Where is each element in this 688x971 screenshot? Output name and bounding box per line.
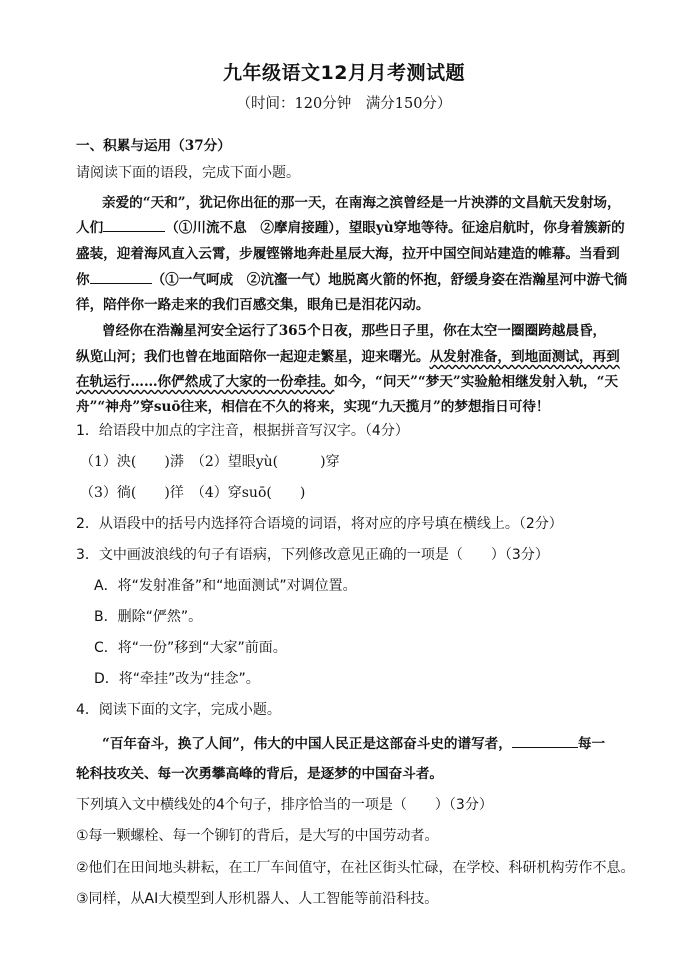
question-3: 3．文中画波浪线的句子有语病，下列修改意见正确的一项是（ ）（3分） bbox=[76, 547, 549, 563]
sentence-option: ①每一颗螺栓、每一个铆钉的背后，是大写的中国劳动者。 bbox=[76, 828, 439, 844]
passage-line: 亲爱的“天和”，犹记你出征的那一天，在南海之滨曾经是一片泱漭的文昌航天发射场， bbox=[102, 195, 621, 211]
passage-text: 纵览山河；我们也曾在地面陪你一起迎走繁星，迎来曙光。 bbox=[76, 349, 430, 365]
section-heading: 一、积累与运用（37分） bbox=[76, 138, 231, 154]
passage-line bbox=[76, 268, 627, 288]
question-4-ask: 下列填入文中横线处的4个句子，排序恰当的一项是（ ）（3分） bbox=[76, 797, 493, 813]
passage-text: 人们 bbox=[76, 220, 104, 236]
passage-line: 曾经你在浩瀚星河安全运行了365个日夜，那些日子里，你在太空一圈圈跨越晨昏， bbox=[102, 323, 607, 339]
passage-text: 你 bbox=[76, 272, 90, 288]
passage-line bbox=[76, 345, 620, 365]
passage-line: 轮科技攻关、每一次勇攀高峰的背后，是逐梦的中国奋斗者。 bbox=[76, 766, 444, 782]
passage-text: 如今，“问天”“梦天”实验舱相继发射入轨，“天 bbox=[334, 374, 619, 390]
passage-line: 盛装，迎着海风直入云霄，步履铿锵地奔赴星辰大海，拉开中国空间站建造的帷幕。当看到 bbox=[76, 246, 620, 262]
question-1: 1．给语段中加点的字注音，根据拼音写汉字。（4分） bbox=[76, 423, 409, 439]
question-2: 2．从语段中的括号内选择符合语境的词语，将对应的序号填在横线上。（2分） bbox=[76, 516, 563, 532]
sentence-option: ③同样，从AI大模型到人形机器人、人工智能等前沿科技。 bbox=[76, 891, 439, 907]
section-intro: 请阅读下面的语段，完成下面小题。 bbox=[76, 165, 300, 181]
passage-text: （①川流不息 ②摩肩接踵），望眼yù穿地等待。征途启航时，你身着簇新的 bbox=[165, 220, 625, 236]
passage-text: “百年奋斗，换了人间”，伟大的中国人民正是这部奋斗史的谱写者， bbox=[102, 736, 512, 752]
passage-line bbox=[102, 732, 605, 752]
passage-line: 徉，陪伴你一路走来的我们百感交集，眼角已是泪花闪动。 bbox=[76, 297, 430, 313]
page-subtitle: （时间：120分钟 满分150分） bbox=[236, 96, 452, 112]
question-4: 4．阅读下面的文字，完成小题。 bbox=[76, 702, 281, 718]
answer-blank bbox=[90, 269, 152, 284]
page-title: 九年级语文12月月考测试题 bbox=[223, 62, 465, 84]
option-c: C．将“一份”移到“大家”前面。 bbox=[94, 640, 287, 656]
wavy-underlined-text: 在轨运行……你俨然成了大家的一份牵挂。 bbox=[76, 374, 335, 390]
passage-line bbox=[76, 370, 618, 390]
question-1-row: （1）泱( )漭 （2）望眼yù( )穿 bbox=[80, 454, 340, 470]
sentence-option: ②他们在田间地头耕耘，在工厂车间值守，在社区街头忙碌，在学校、科研机构劳作不息。 bbox=[76, 860, 635, 876]
passage-text: 每一 bbox=[577, 736, 606, 752]
passage-text: （①一气呵成 ②沆瀣一气）地脱离火箭的怀抱，舒缓身姿在浩瀚星河中游弋徜 bbox=[151, 272, 628, 288]
answer-blank bbox=[512, 733, 578, 748]
passage-line: 舟”“神舟”穿suō往来，相信在不久的将来，实现“九天揽月”的梦想指日可待！ bbox=[76, 399, 550, 415]
option-b: B．删除“俨然”。 bbox=[94, 609, 203, 625]
answer-blank bbox=[103, 217, 165, 232]
passage-line bbox=[76, 216, 625, 236]
option-a: A．将“发射准备”和“地面测试”对调位置。 bbox=[94, 578, 357, 594]
question-1-row: （3）徜( )徉 （4）穿suō( ) bbox=[80, 485, 306, 501]
option-d: D．将“牵挂”改为“挂念”。 bbox=[94, 671, 260, 687]
wavy-underlined-text: 从发射准备，到地面测试，再到 bbox=[429, 349, 620, 365]
